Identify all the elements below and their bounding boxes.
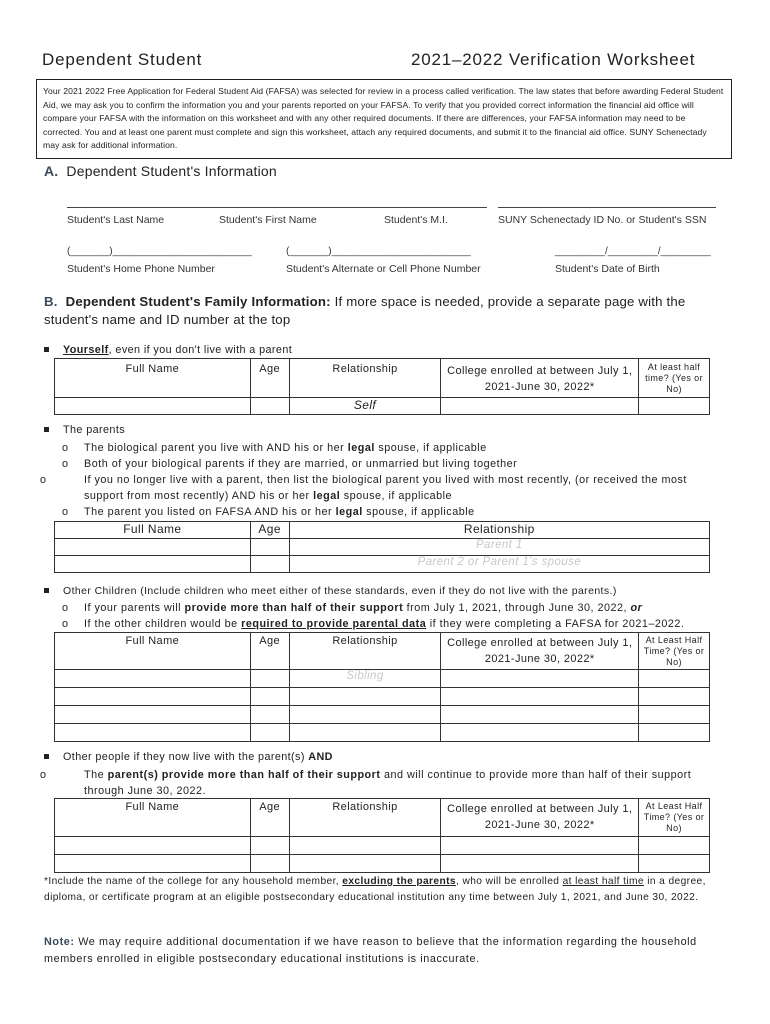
parents-col-age: Age (250, 522, 289, 539)
other-row-1-college[interactable] (441, 837, 639, 855)
children-heading-text: Other Children (Include children who meet either of these standards, even if they do not live with the parents.) (63, 585, 617, 597)
other-row-1-relationship[interactable] (289, 837, 441, 855)
parents-col-full-name: Full Name (55, 522, 251, 539)
child-row-3-name[interactable] (55, 706, 251, 724)
child-row-2-halftime[interactable] (639, 688, 710, 706)
child-row-2-college[interactable] (441, 688, 639, 706)
yourself-name-cell[interactable] (55, 398, 251, 415)
others-item-1: o The parent(s) provide more than half of their support and will continue to provide more than half of their support through June 30, 2022. (40, 769, 692, 797)
parents-heading-text: The parents (63, 424, 126, 436)
yourself-halftime-cell[interactable] (639, 398, 710, 415)
child-row-4-college[interactable] (441, 724, 639, 742)
parent2-relationship-hint: Parent 2 or Parent 1's spouse (289, 556, 709, 573)
children-table (54, 632, 710, 742)
parent1-name-cell[interactable] (55, 539, 251, 556)
section-a-title: Dependent Student's Information (66, 163, 277, 179)
bullet-icon (44, 427, 49, 432)
note-label: Note: (44, 936, 75, 948)
child-row-1-relationship-hint: Sibling (289, 670, 441, 688)
other-row-1-age[interactable] (250, 837, 289, 855)
other-row-2-relationship[interactable] (289, 855, 441, 873)
child-row-3-halftime[interactable] (639, 706, 710, 724)
others-heading (44, 751, 333, 763)
other-row-2-age[interactable] (250, 855, 289, 873)
id-field-line[interactable] (498, 207, 716, 208)
parents-item-1: o The biological parent you live with AND his or her legal spouse, if applicable (62, 442, 487, 454)
others-col-age: Age (250, 799, 289, 837)
home-phone-field[interactable]: (_______)_________________________ (67, 246, 252, 257)
section-b-subtitle: If more space is needed, provide a separate page with the student's name and ID number at the top (44, 294, 686, 327)
children-col-full-name: Full Name (55, 633, 251, 670)
section-a-letter: A. (44, 163, 59, 179)
child-row-1-college[interactable] (441, 670, 639, 688)
parent2-age-cell[interactable] (250, 556, 289, 573)
children-col-relationship: Relationship (289, 633, 441, 670)
children-col-age: Age (250, 633, 289, 670)
yourself-table (54, 358, 710, 415)
parents-table (54, 521, 710, 573)
other-row-1-halftime[interactable] (639, 837, 710, 855)
dob-field[interactable]: _________/_________/_________ (555, 246, 711, 257)
bullet-icon (44, 347, 49, 352)
child-row-3-college[interactable] (441, 706, 639, 724)
section-b-title: Dependent Student's Family Information: (65, 294, 331, 309)
parents-col-relationship: Relationship (289, 522, 709, 539)
parent1-age-cell[interactable] (250, 539, 289, 556)
alt-phone-label: Student's Alternate or Cell Phone Number (286, 263, 481, 275)
intro-box: Your 2021 2022 Free Application for Federal Student Aid (FAFSA) was selected for review in a process called verification. The law states that before awarding Federal Student Aid, we may ask you to confirm the information you and your parents reported on your FAFSA. To verify that you provided correct information the financial aid office will compare your FAFSA with the information on this worksheet and with any other required documents. If there are differences, your FAFSA information may need to be corrected. You and at least one parent must complete and sign this worksheet, attach any required documents, and submit it to the financial aid office. SUNY Schenectady may ask for additional information. (36, 79, 732, 159)
bullet-icon (44, 754, 49, 759)
child-row-1-name[interactable] (55, 670, 251, 688)
col-half-time: At least half time? (Yes or No) (639, 359, 710, 398)
id-label: SUNY Schenectady ID No. or Student's SSN (498, 214, 707, 226)
children-heading (44, 585, 617, 597)
others-table (54, 798, 710, 873)
alt-phone-field[interactable]: (_______)_________________________ (286, 246, 471, 257)
mi-label: Student's M.I. (384, 214, 448, 226)
children-item-2: o If the other children would be required to provide parental data if they were completing a FAFSA for 2021–2022. (62, 618, 685, 630)
yourself-college-cell[interactable] (441, 398, 639, 415)
others-heading-bold: AND (308, 751, 333, 763)
others-col-half-time: At Least Half Time? (Yes or No) (639, 799, 710, 837)
other-row-2-halftime[interactable] (639, 855, 710, 873)
other-row-1-name[interactable] (55, 837, 251, 855)
home-phone-label: Student's Home Phone Number (67, 263, 215, 275)
document-title-left: Dependent Student (42, 50, 203, 69)
child-row-1-halftime[interactable] (639, 670, 710, 688)
yourself-age-cell[interactable] (250, 398, 289, 415)
children-item-1: o If your parents will provide more than half of their support from July 1, 2021, through June 30, 2022, or (62, 602, 643, 614)
parents-item-2: o Both of your biological parents if they are married, or unmarried but living together (62, 458, 518, 470)
parents-heading (44, 424, 125, 436)
section-b-letter: B. (44, 294, 58, 309)
parents-item-3: o If you no longer live with a parent, then list the biological parent you lived with most recently, (or received the most support from most recently) AND his or her legal spouse, if applicable (40, 474, 687, 502)
bullet-icon (44, 588, 49, 593)
other-row-2-college[interactable] (441, 855, 639, 873)
yourself-rest: , even if you don't live with a parent (108, 344, 293, 356)
section-a-heading (44, 163, 277, 179)
col-full-name: Full Name (55, 359, 251, 398)
note-text: We may require additional documentation if we have reason to believe that the information regarding the household members enrolled in eligible postsecondary educational institutions is inaccurate. (44, 936, 697, 965)
first-name-label: Student's First Name (219, 214, 317, 226)
others-col-college: College enrolled at between July 1, 2021-June 30, 2022* (441, 799, 639, 837)
document-title-right: 2021–2022 Verification Worksheet (411, 50, 696, 69)
child-row-2-name[interactable] (55, 688, 251, 706)
yourself-bold: Yourself (63, 344, 109, 356)
dob-label: Student's Date of Birth (555, 263, 660, 275)
other-row-2-name[interactable] (55, 855, 251, 873)
child-row-4-name[interactable] (55, 724, 251, 742)
child-row-4-relationship[interactable] (289, 724, 441, 742)
child-row-2-relationship[interactable] (289, 688, 441, 706)
child-row-4-age[interactable] (250, 724, 289, 742)
child-row-3-relationship[interactable] (289, 706, 441, 724)
note (44, 934, 734, 968)
children-col-half-time: At Least Half Time? (Yes or No) (639, 633, 710, 670)
name-field-line[interactable] (67, 207, 487, 208)
others-heading-text: Other people if they now live with the parent(s) (63, 751, 309, 763)
child-row-4-halftime[interactable] (639, 724, 710, 742)
child-row-1-age[interactable] (250, 670, 289, 688)
children-col-college: College enrolled at between July 1, 2021-June 30, 2022* (441, 633, 639, 670)
footnote: *Include the name of the college for any household member, excluding the parents, who will be enrolled at least half time in a degree, diploma, or certificate program at an eligible postsecondary educational institution any time between July 1, 2021, and June 30, 2022. (44, 876, 706, 903)
col-college: College enrolled at between July 1, 2021-June 30, 2022* (441, 359, 639, 398)
last-name-label: Student's Last Name (67, 214, 165, 226)
others-col-full-name: Full Name (55, 799, 251, 837)
col-relationship: Relationship (289, 359, 441, 398)
others-col-relationship: Relationship (289, 799, 441, 837)
col-age: Age (250, 359, 289, 398)
yourself-relationship-cell: Self (289, 398, 441, 415)
section-b-heading (44, 293, 734, 329)
child-row-2-age[interactable] (250, 688, 289, 706)
yourself-heading (44, 344, 292, 356)
parent1-relationship-hint: Parent 1 (289, 539, 709, 556)
child-row-3-age[interactable] (250, 706, 289, 724)
parent2-name-cell[interactable] (55, 556, 251, 573)
parents-item-4: o The parent you listed on FAFSA AND his or her legal spouse, if applicable (62, 506, 475, 518)
